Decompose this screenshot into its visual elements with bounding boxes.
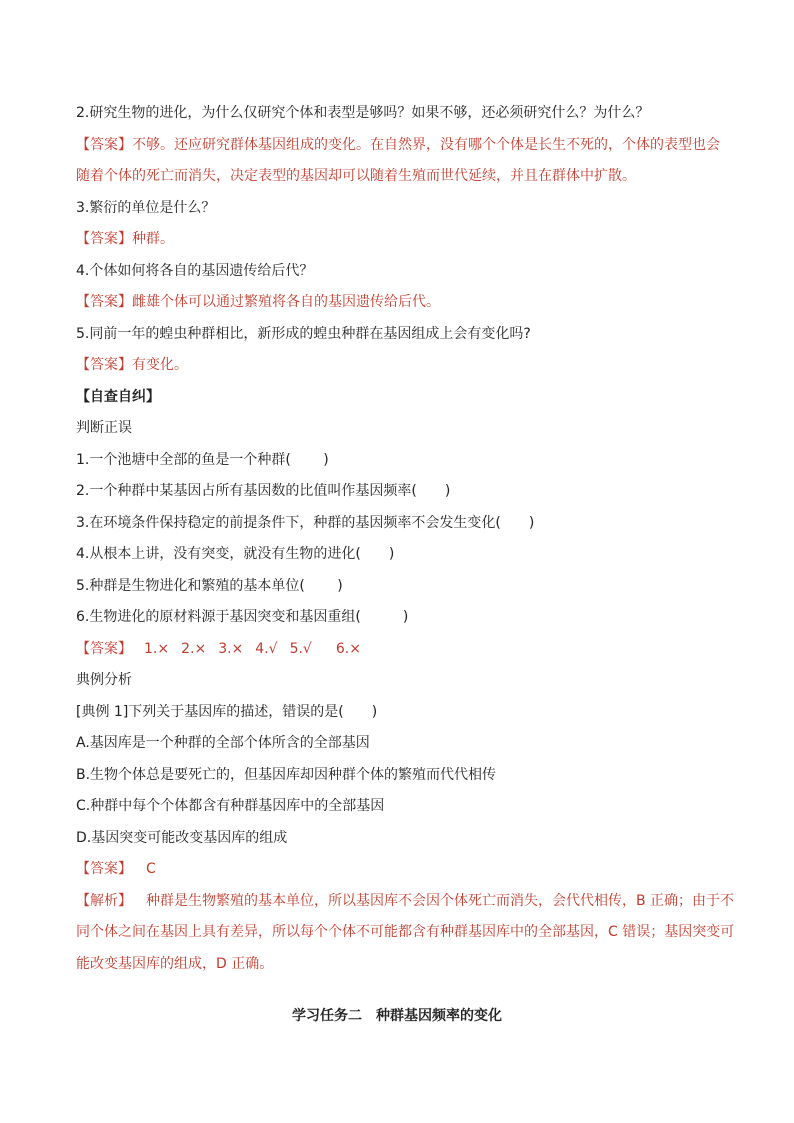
answer-2-line-2: 随着个体的死亡而消失，决定表型的基因却可以随着生殖而世代延续，并且在群体中扩散。 (76, 168, 636, 184)
example-analysis-line-2: 同个体之间在基因上具有差异，所以每个个体不可能都含有种群基因库中的全部基因，C 错误；基因突变可 (76, 924, 735, 940)
section-title: 学习任务二 种群基因频率的变化 (292, 1008, 502, 1024)
example-option-b: B.生物个体总是要死亡的，但基因库却因种群个体的繁殖而代代相传 (76, 766, 497, 783)
example-heading: 典例分析 (76, 672, 132, 688)
document-body (76, 98, 735, 980)
answer-2-line-1: 【答案】不够。还应研究群体基因组成的变化。在自然界，没有哪个个体是长生不死的，个体的表型也会 (76, 136, 720, 153)
answer-3: 【答案】种群。 (76, 231, 174, 247)
question-3: 3.繁衍的单位是什么？ (76, 199, 216, 216)
example-option-d: D.基因突变可能改变基因库的组成 (76, 829, 288, 846)
question-2: 2.研究生物的进化，为什么仅研究个体和表型是够吗？如果不够，还必须研究什么？为什么？ (76, 105, 650, 121)
judge-item-2: 2.一个种群中某基因占所有基因数的比值叫作基因频率( ) (76, 483, 451, 499)
self-check-subheading: 判断正误 (76, 420, 132, 436)
example-answer: 【答案】 C (76, 861, 156, 877)
question-4: 4.个体如何将各自的基因遗传给后代？ (76, 262, 314, 279)
judge-item-3: 3.在环境条件保持稳定的前提条件下，种群的基因频率不会发生变化( ) (76, 514, 535, 531)
judge-answers: 【答案】 1.× 2.× 3.× 4.√ 5.√ 6.× (76, 640, 361, 657)
answer-5: 【答案】有变化。 (76, 357, 188, 373)
example-option-c: C.种群中每个个体都含有种群基因库中的全部基因 (76, 798, 385, 814)
judge-item-1: 1.一个池塘中全部的鱼是一个种群( ) (76, 451, 329, 468)
example-question: [典例 1]下列关于基因库的描述，错误的是( ) (76, 703, 378, 720)
example-analysis-line-3: 能改变基因库的组成，D 正确。 (76, 955, 274, 972)
question-5: 5.同前一年的蝗虫种群相比，新形成的蝗虫种群在基因组成上会有变化吗? (76, 325, 531, 342)
answer-4: 【答案】雌雄个体可以通过繁殖将各自的基因遗传给后代。 (76, 294, 440, 310)
answer-tag: 【答案】 (76, 136, 132, 153)
example-option-a: A.基因库是一个种群的全部个体所含的全部基因 (76, 735, 370, 751)
self-check-heading: 【自查自纠】 (76, 388, 160, 405)
judge-item-4: 4.从根本上讲，没有突变，就没有生物的进化( ) (76, 546, 395, 562)
example-analysis-line-1: 【解析】 种群是生物繁殖的基本单位，所以基因库不会因个体死亡而消失，会代代相传，B 正确；由于不 (76, 892, 735, 909)
judge-item-5: 5.种群是生物进化和繁殖的基本单位( ) (76, 577, 343, 594)
judge-item-6: 6.生物进化的原材料源于基因突变和基因重组( ) (76, 609, 409, 625)
